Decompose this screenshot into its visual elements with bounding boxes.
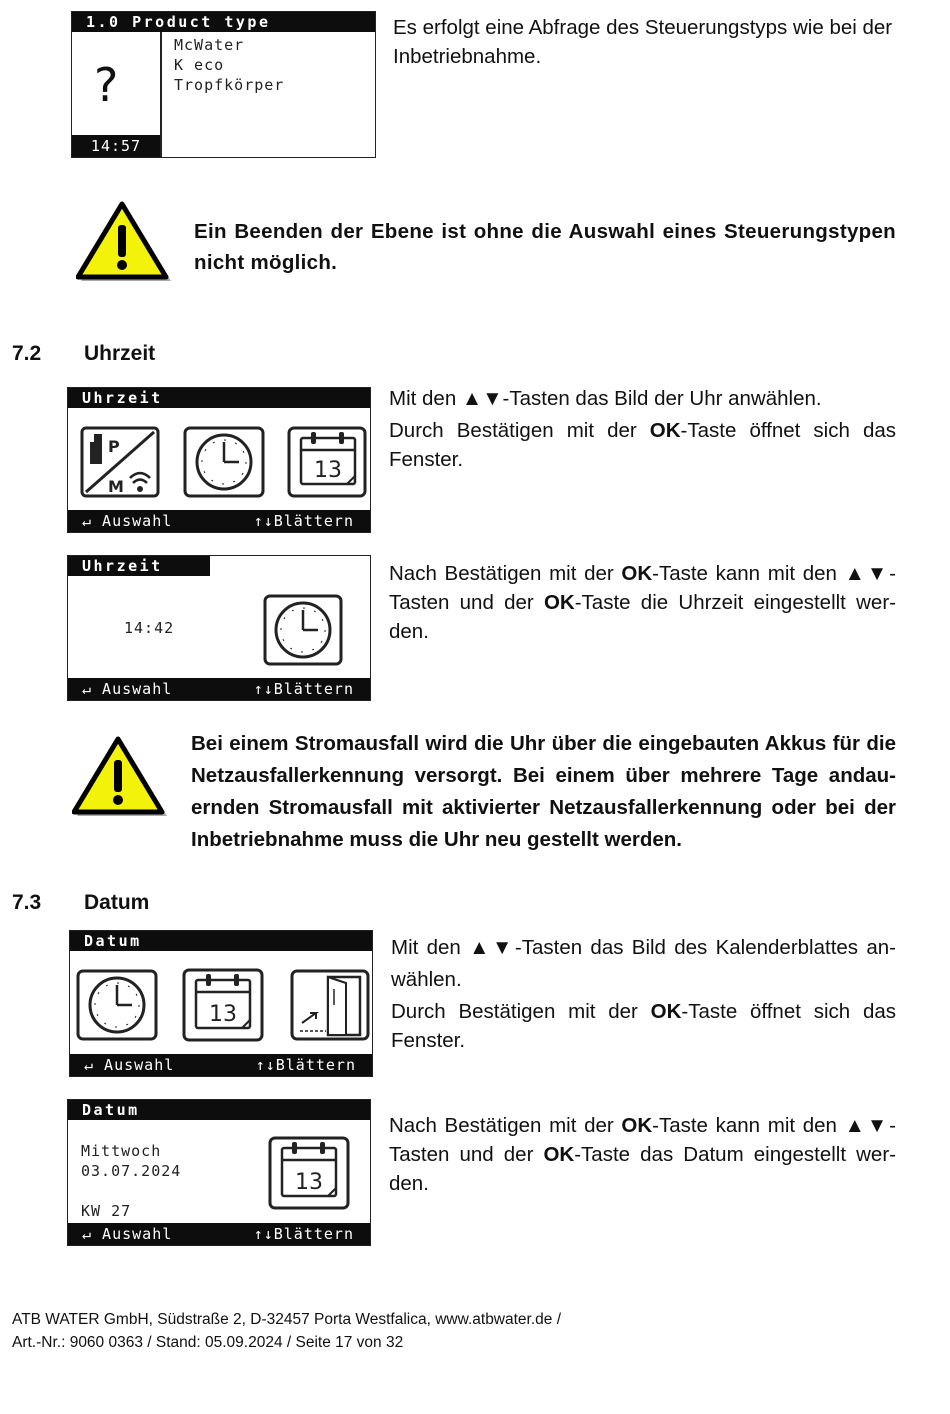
calendar-week-value: KW 27 (81, 1202, 132, 1220)
ok-key: OK (543, 1143, 575, 1166)
lcd-footer (68, 1223, 370, 1245)
remote-m-label: M (108, 477, 124, 496)
question-mark-icon: ? (94, 58, 119, 112)
blaettern-label[interactable]: ↑↓Blättern (253, 1225, 354, 1243)
uhrzeit-detail-lcd (67, 555, 371, 701)
calendar-day: 13 (295, 1170, 323, 1195)
section-title-uhrzeit: Uhrzeit (84, 342, 156, 365)
lcd-title: Datum (68, 1100, 370, 1120)
date-value[interactable]: 03.07.2024 (81, 1162, 182, 1180)
exit-door-icon[interactable] (290, 969, 370, 1041)
uhrzeit-instructions-2: Nach Bestätigen mit der OK-Taste kann mit den ▲▼-Tasten und der OK-Taste die Uhrzeit eingestellt wer-den. (389, 562, 896, 643)
warning-icon (76, 201, 174, 283)
uhrzeit-menu-lcd (67, 387, 371, 533)
product-type-lcd (71, 11, 376, 158)
footer-address: ATB WATER GmbH, Südstraße 2, D-32457 Porta Westfalica, www.atbwater.de / (12, 1311, 562, 1328)
lcd-title: Uhrzeit (68, 388, 370, 408)
product-description: Es erfolgt eine Abfrage des Steuerungstyps wie bei der Inbetriebnahme. (393, 16, 893, 68)
ok-key: OK (650, 1000, 682, 1023)
calendar-day: 13 (314, 458, 342, 483)
page-footer (12, 1308, 561, 1354)
option-list (174, 35, 284, 95)
auswahl-label[interactable]: ↵ Auswahl (84, 1056, 175, 1074)
lcd-title: Uhrzeit (68, 556, 210, 576)
ok-key: OK (621, 1114, 653, 1137)
auswahl-label[interactable]: ↵ Auswahl (82, 1225, 173, 1243)
option-tropfkoerper[interactable]: Tropfkörper (174, 76, 285, 94)
instruction-line: Mit den ▲▼-Tasten das Bild des Kalenderblattes an-wählen. (391, 936, 896, 991)
instruction-line: Durch Bestätigen mit der OK-Taste öffnet sich das Fenster. (389, 419, 897, 471)
auswahl-label[interactable]: ↵ Auswahl (82, 680, 173, 698)
lcd-footer (68, 510, 370, 532)
lcd-title: 1.0 Product type (72, 12, 375, 32)
instruction-line: Mit den ▲▼-Tasten das Bild der Uhr anwählen. (389, 387, 822, 410)
blaettern-label[interactable]: ↑↓Blättern (253, 512, 354, 530)
lcd-footer (68, 678, 370, 700)
clock-icon[interactable] (76, 969, 158, 1041)
lcd-title: Datum (70, 931, 372, 951)
datum-detail-lcd (67, 1099, 371, 1246)
ok-key: OK (543, 591, 575, 614)
warning-text-2: Bei einem Stromausfall wird die Uhr über die eingebauten Akkus für die Netzausfallerkennung versorgt. Bei einem über mehrere Tage andau-ernden Stromausfall mit aktivierter Netzausfallerkennung oder bei der Inbetriebnahme muss die Uhr neu gestellt werden. (191, 732, 896, 851)
calendar-day: 13 (209, 1002, 237, 1027)
section-number-7-2: 7.2 (12, 342, 42, 365)
option-mcwater[interactable]: McWater (174, 36, 245, 54)
calendar-icon[interactable] (182, 968, 264, 1042)
lcd-footer (70, 1054, 372, 1076)
instruction-line: Durch Bestätigen mit der OK-Taste öffnet sich das Fenster. (391, 1000, 897, 1052)
warning-text-1: Ein Beenden der Ebene ist ohne die Auswahl eines Steuerungstypen nicht möglich. (194, 220, 896, 274)
calendar-icon (268, 1136, 350, 1210)
blaettern-label[interactable]: ↑↓Blättern (253, 680, 354, 698)
arrow-keys-icon: ▲▼ (461, 387, 503, 410)
option-k-eco[interactable]: K eco (174, 56, 225, 74)
remote-mobile-icon[interactable] (80, 426, 160, 498)
section-title-datum: Datum (84, 891, 150, 914)
time-badge: 14:57 (72, 135, 160, 158)
warning-icon (72, 736, 170, 818)
section-number-7-3: 7.3 (12, 891, 42, 914)
weekday-value: Mittwoch (81, 1142, 162, 1160)
arrow-keys-icon: ▲▼ (844, 562, 890, 585)
arrow-keys-icon: ▲▼ (469, 936, 515, 959)
arrow-keys-icon: ▲▼ (844, 1114, 890, 1137)
datum-menu-lcd (69, 930, 373, 1077)
time-value[interactable]: 14:42 (124, 619, 175, 637)
datum-instructions-2: Nach Bestätigen mit der OK-Taste kann mit den ▲▼-Tasten und der OK-Taste das Datum eingestellt wer-den. (389, 1114, 896, 1195)
datum-instructions-1 (391, 932, 896, 1055)
auswahl-label[interactable]: ↵ Auswahl (82, 512, 173, 530)
blaettern-label[interactable]: ↑↓Blättern (255, 1056, 356, 1074)
uhrzeit-instructions-1 (389, 384, 896, 474)
ok-key: OK (621, 562, 653, 585)
calendar-icon[interactable] (287, 426, 367, 498)
clock-icon (263, 594, 343, 666)
selection-frame (68, 408, 368, 410)
remote-p-label: P (108, 437, 120, 456)
clock-icon[interactable] (183, 426, 265, 498)
footer-article-info: Art.-Nr.: 9060 0363 / Stand: 05.09.2024 / Seite 17 von 32 (12, 1334, 404, 1351)
lcd-divider (160, 32, 162, 158)
ok-key: OK (649, 419, 681, 442)
